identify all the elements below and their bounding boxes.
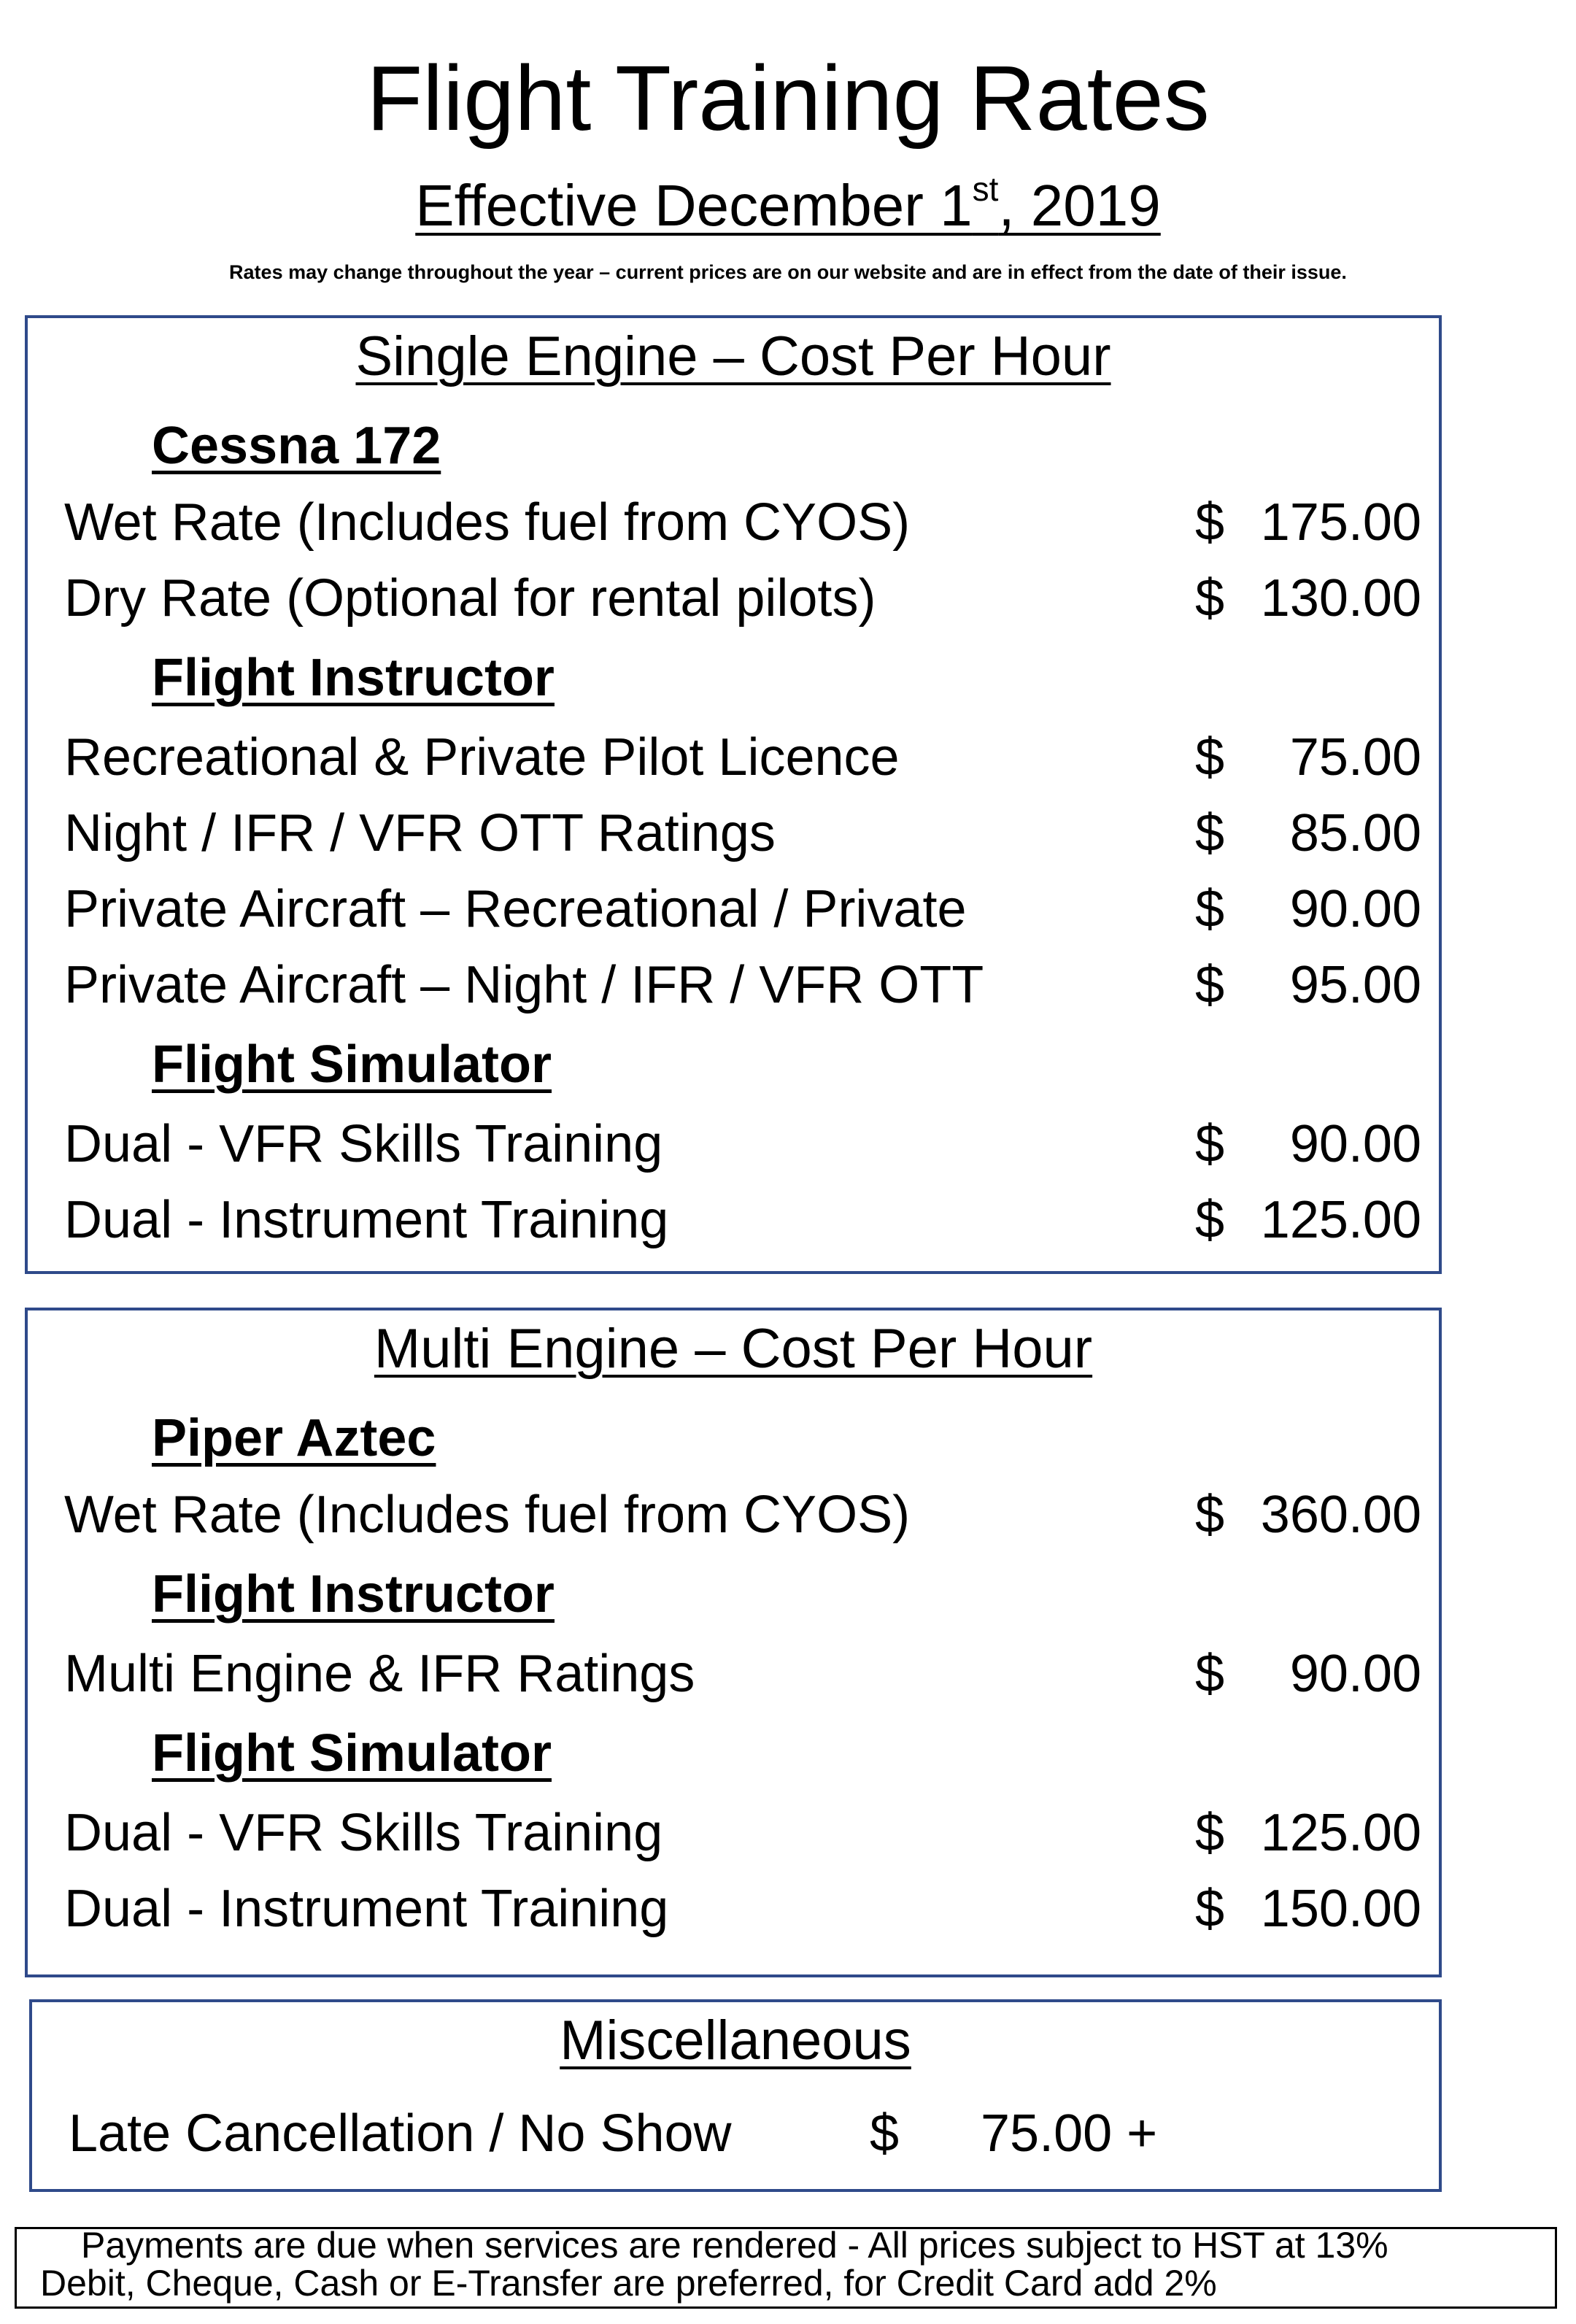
row-label: Dry Rate (Optional for rental pilots) <box>64 569 876 628</box>
simulator-heading: Flight Simulator <box>152 1724 552 1783</box>
single-engine-section <box>25 315 1442 1274</box>
effective-suffix: , 2019 <box>998 173 1161 238</box>
currency-symbol: $ <box>1194 1115 1225 1173</box>
row-label: Multi Engine & IFR Ratings <box>64 1645 695 1703</box>
currency-symbol: $ <box>1194 956 1225 1014</box>
single-engine-title: Single Engine – Cost Per Hour <box>355 325 1111 387</box>
currency-symbol: $ <box>1194 804 1225 862</box>
row-amount: 125.00 <box>1260 1191 1421 1249</box>
currency-symbol: $ <box>1194 1880 1225 1938</box>
currency-symbol: $ <box>1194 569 1225 628</box>
row-label: Wet Rate (Includes fuel from CYOS) <box>64 493 911 552</box>
misc-section <box>29 1999 1442 2192</box>
price-row <box>64 486 1421 559</box>
multi-engine-title: Multi Engine – Cost Per Hour <box>374 1318 1093 1380</box>
row-label: Recreational & Private Pilot Licence <box>64 728 900 787</box>
price-row <box>64 1108 1421 1181</box>
simulator-heading: Flight Simulator <box>152 1035 552 1094</box>
row-label: Private Aircraft – Night / IFR / VFR OTT <box>64 956 984 1014</box>
row-label: Private Aircraft – Recreational / Private <box>64 880 967 938</box>
currency-symbol: $ <box>1194 493 1225 552</box>
row-label: Dual - VFR Skills Training <box>64 1804 663 1862</box>
currency-symbol: $ <box>870 2104 900 2163</box>
row-amount: 130.00 <box>1260 569 1421 628</box>
row-amount: 125.00 <box>1260 1804 1421 1862</box>
price-row <box>64 949 1421 1022</box>
rates-note: Rates may change throughout the year – current prices are on our website and are in effect from the date of their issue. <box>229 261 1347 283</box>
price-row <box>64 797 1421 870</box>
page-title: Flight Training Rates <box>366 47 1210 150</box>
row-amount: 150.00 <box>1260 1880 1421 1938</box>
row-label: Dual - Instrument Training <box>64 1191 669 1249</box>
currency-symbol: $ <box>1194 1486 1225 1544</box>
price-row <box>64 1184 1421 1256</box>
price-row <box>64 1637 1421 1710</box>
row-amount: 90.00 <box>1289 1115 1421 1173</box>
price-row <box>64 1872 1421 1945</box>
price-row <box>69 2097 1158 2170</box>
price-row <box>64 873 1421 946</box>
payment-notice <box>15 2227 1557 2309</box>
payment-line-2: Debit, Cheque, Cash or E-Transfer are preferred, for Credit Card add 2% <box>40 2263 1217 2304</box>
currency-symbol: $ <box>1194 728 1225 787</box>
currency-symbol: $ <box>1194 880 1225 938</box>
payment-line-1: Payments are due when services are rendered - All prices subject to HST at 13% <box>81 2225 1388 2266</box>
row-amount: 90.00 <box>1289 880 1421 938</box>
effective-prefix: Effective December 1 <box>415 173 973 238</box>
cessna-heading: Cessna 172 <box>152 417 441 475</box>
row-amount: 95.00 <box>1289 956 1421 1014</box>
currency-symbol: $ <box>1194 1804 1225 1862</box>
row-label: Wet Rate (Includes fuel from CYOS) <box>64 1486 911 1544</box>
currency-symbol: $ <box>1194 1191 1225 1249</box>
price-row <box>64 1478 1421 1551</box>
price-row <box>64 1796 1421 1869</box>
multi-engine-section <box>25 1308 1442 1977</box>
instructor-heading: Flight Instructor <box>152 649 555 707</box>
row-amount: 75.00 + <box>981 2104 1158 2163</box>
row-amount: 360.00 <box>1260 1486 1421 1544</box>
effective-date <box>0 169 1576 242</box>
currency-symbol: $ <box>1194 1645 1225 1703</box>
misc-title: Miscellaneous <box>560 2010 911 2072</box>
row-label: Night / IFR / VFR OTT Ratings <box>64 804 776 862</box>
row-amount: 85.00 <box>1289 804 1421 862</box>
price-row <box>64 721 1421 794</box>
row-amount: 90.00 <box>1289 1645 1421 1703</box>
row-label: Late Cancellation / No Show <box>69 2104 732 2163</box>
row-amount: 75.00 <box>1289 728 1421 787</box>
effective-sup: st <box>972 170 999 208</box>
row-label: Dual - Instrument Training <box>64 1880 669 1938</box>
price-row <box>64 562 1421 635</box>
instructor-heading: Flight Instructor <box>152 1565 555 1624</box>
aztec-heading: Piper Aztec <box>152 1409 436 1467</box>
row-amount: 175.00 <box>1260 493 1421 552</box>
row-label: Dual - VFR Skills Training <box>64 1115 663 1173</box>
